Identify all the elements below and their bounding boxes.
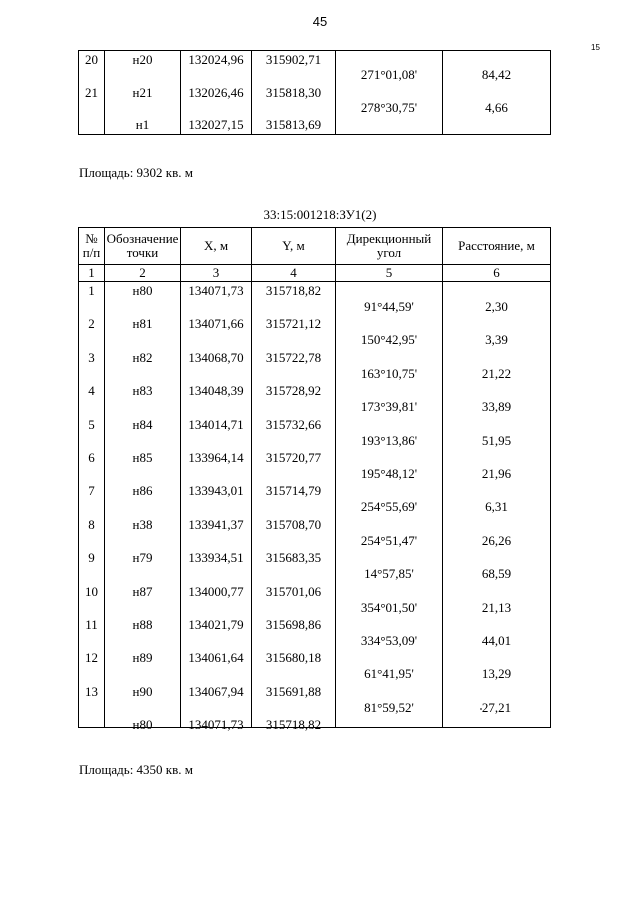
header-x: X, м [181,228,252,265]
y-coordinate: 315720,77 [265,450,322,465]
y-coordinate: 315902,71 [265,52,322,67]
margin-page-number: 15 [591,43,600,52]
x-coordinate: 134021,79 [188,617,244,632]
parcel-title: 33:15:001218:ЗУ1(2) [263,207,377,222]
page-number: 45 [312,14,328,29]
col-distance [443,282,551,728]
x-coordinate: 134071,73 [188,717,244,733]
y-coordinate: 315728,92 [265,383,322,399]
row-number: 20 [85,52,98,67]
direction-angle: 334°53,09' [360,633,418,648]
point-name: н21 [132,84,153,100]
col-angle [336,282,443,728]
point-name: н90 [132,683,153,699]
column-numbers-row [79,265,551,282]
col-number [79,51,105,135]
row-number: 5 [88,416,95,432]
row-number: 21 [85,84,98,100]
direction-angle: 195°48,12' [360,466,418,481]
distance: 13,29 [481,666,512,682]
col-x [181,282,252,733]
x-coordinate: 132027,15 [188,117,244,132]
col-angle [336,51,443,135]
point-name: н85 [132,450,153,465]
x-coordinate: 133943,01 [188,483,244,499]
coordinates-table-1 [78,50,551,135]
y-coordinate: 315732,66 [265,416,322,432]
point-name: н38 [132,516,153,532]
row-number: 3 [88,349,95,365]
distance: 27,21 [481,699,512,715]
point-name: н79 [132,550,153,566]
y-coordinate: 315718,82 [265,283,322,298]
point-name: н83 [132,383,153,399]
distance: 3,39 [485,332,508,348]
y-coordinate: 315722,78 [265,349,322,365]
point-name: н88 [132,617,153,632]
y-coordinate: 315714,79 [265,483,322,499]
y-coordinate: 315691,88 [265,683,322,699]
point-name: н82 [132,349,153,365]
direction-angle: 193°13,86' [360,432,418,448]
column-number: 1 [79,265,105,282]
x-coordinate: 134071,66 [188,316,244,332]
y-coordinate: 315818,30 [265,84,322,100]
direction-angle: 81°59,52' [364,699,414,715]
area-label-1: Площадь: 9302 кв. м [79,165,193,180]
x-coordinate: 133934,51 [188,550,244,566]
point-name: н89 [132,650,153,666]
y-coordinate: 315718,82 [265,717,322,733]
y-coordinate: 315683,35 [265,550,322,566]
row-number: 13 [85,683,98,699]
col-point-name [105,282,181,733]
x-coordinate: 134067,94 [188,683,244,699]
distance: 84,42 [481,67,512,82]
x-coordinate: 134068,70 [188,349,244,365]
distance: 21,13 [481,599,512,615]
row-number: 11 [85,617,98,632]
col-number [79,282,105,728]
x-coordinate: 132024,96 [188,52,244,67]
row-number: 6 [88,450,95,465]
distance: 26,26 [481,532,512,548]
header-number: № п/п [79,228,105,265]
x-coordinate: 134000,77 [188,583,244,599]
x-coordinate: 133964,14 [188,450,244,465]
distance: 44,01 [481,633,512,648]
direction-angle: 14°57,85' [364,566,414,582]
x-coordinate: 133941,37 [188,516,244,532]
scan-speck [480,708,482,710]
direction-angle: 91°44,59' [364,299,414,314]
y-coordinate: 315721,12 [265,316,322,332]
coordinates-table-2 [78,227,551,733]
point-name: н86 [132,483,153,499]
col-distance [443,51,551,135]
point-name: н87 [132,583,153,599]
row-number: 10 [85,583,98,599]
direction-angle: 254°55,69' [360,499,418,515]
direction-angle: 61°41,95' [364,666,414,682]
x-coordinate: 132026,46 [188,84,244,100]
header-row [79,228,551,265]
row-number: 12 [85,650,98,666]
row-number: 8 [88,516,95,532]
y-coordinate: 315680,18 [265,650,322,666]
distance: 68,59 [481,566,512,582]
y-coordinate: 315813,69 [265,117,322,132]
direction-angle: 150°42,95' [360,332,418,348]
direction-angle: 271°01,08' [360,67,418,82]
col-point-name [105,51,181,135]
distance: 21,96 [481,466,512,481]
header-distance: Расстояние, м [443,228,551,265]
distance: 4,66 [485,99,508,115]
header-y: Y, м [252,228,336,265]
column-number: 2 [105,265,181,282]
header-angle: Дирекционный угол [336,228,443,265]
point-name: н80 [132,717,153,733]
distance: 6,31 [485,499,508,515]
col-y [252,282,336,733]
x-coordinate: 134014,71 [188,416,244,432]
x-coordinate: 134071,73 [188,283,244,298]
y-coordinate: 315708,70 [265,516,322,532]
distance: 21,22 [481,365,512,381]
direction-angle: 173°39,81' [360,399,418,415]
distance: 33,89 [481,399,512,415]
point-name: н84 [132,416,153,432]
point-name: н80 [132,283,153,298]
direction-angle: 278°30,75' [360,99,418,115]
distance: 51,95 [481,432,512,448]
x-coordinate: 134048,39 [188,383,244,399]
x-coordinate: 134061,64 [188,650,244,666]
y-coordinate: 315701,06 [265,583,322,599]
col-y [252,51,336,135]
point-name: н1 [135,117,150,132]
row-number: 2 [88,316,95,332]
row-number: 9 [88,550,95,566]
column-number: 6 [443,265,551,282]
distance: 2,30 [485,299,508,314]
column-number: 5 [336,265,443,282]
direction-angle: 163°10,75' [360,365,418,381]
column-number: 4 [252,265,336,282]
point-name: н20 [132,52,153,67]
row-number: 1 [88,283,95,298]
row-number: 4 [88,383,95,399]
point-name: н81 [132,316,153,332]
column-number: 3 [181,265,252,282]
area-label-2: Площадь: 4350 кв. м [79,762,193,777]
col-x [181,51,252,135]
y-coordinate: 315698,86 [265,617,322,632]
direction-angle: 254°51,47' [360,532,418,548]
header-point-name: Обозначение точки [105,228,181,265]
direction-angle: 354°01,50' [360,599,418,615]
row-number: 7 [88,483,95,499]
